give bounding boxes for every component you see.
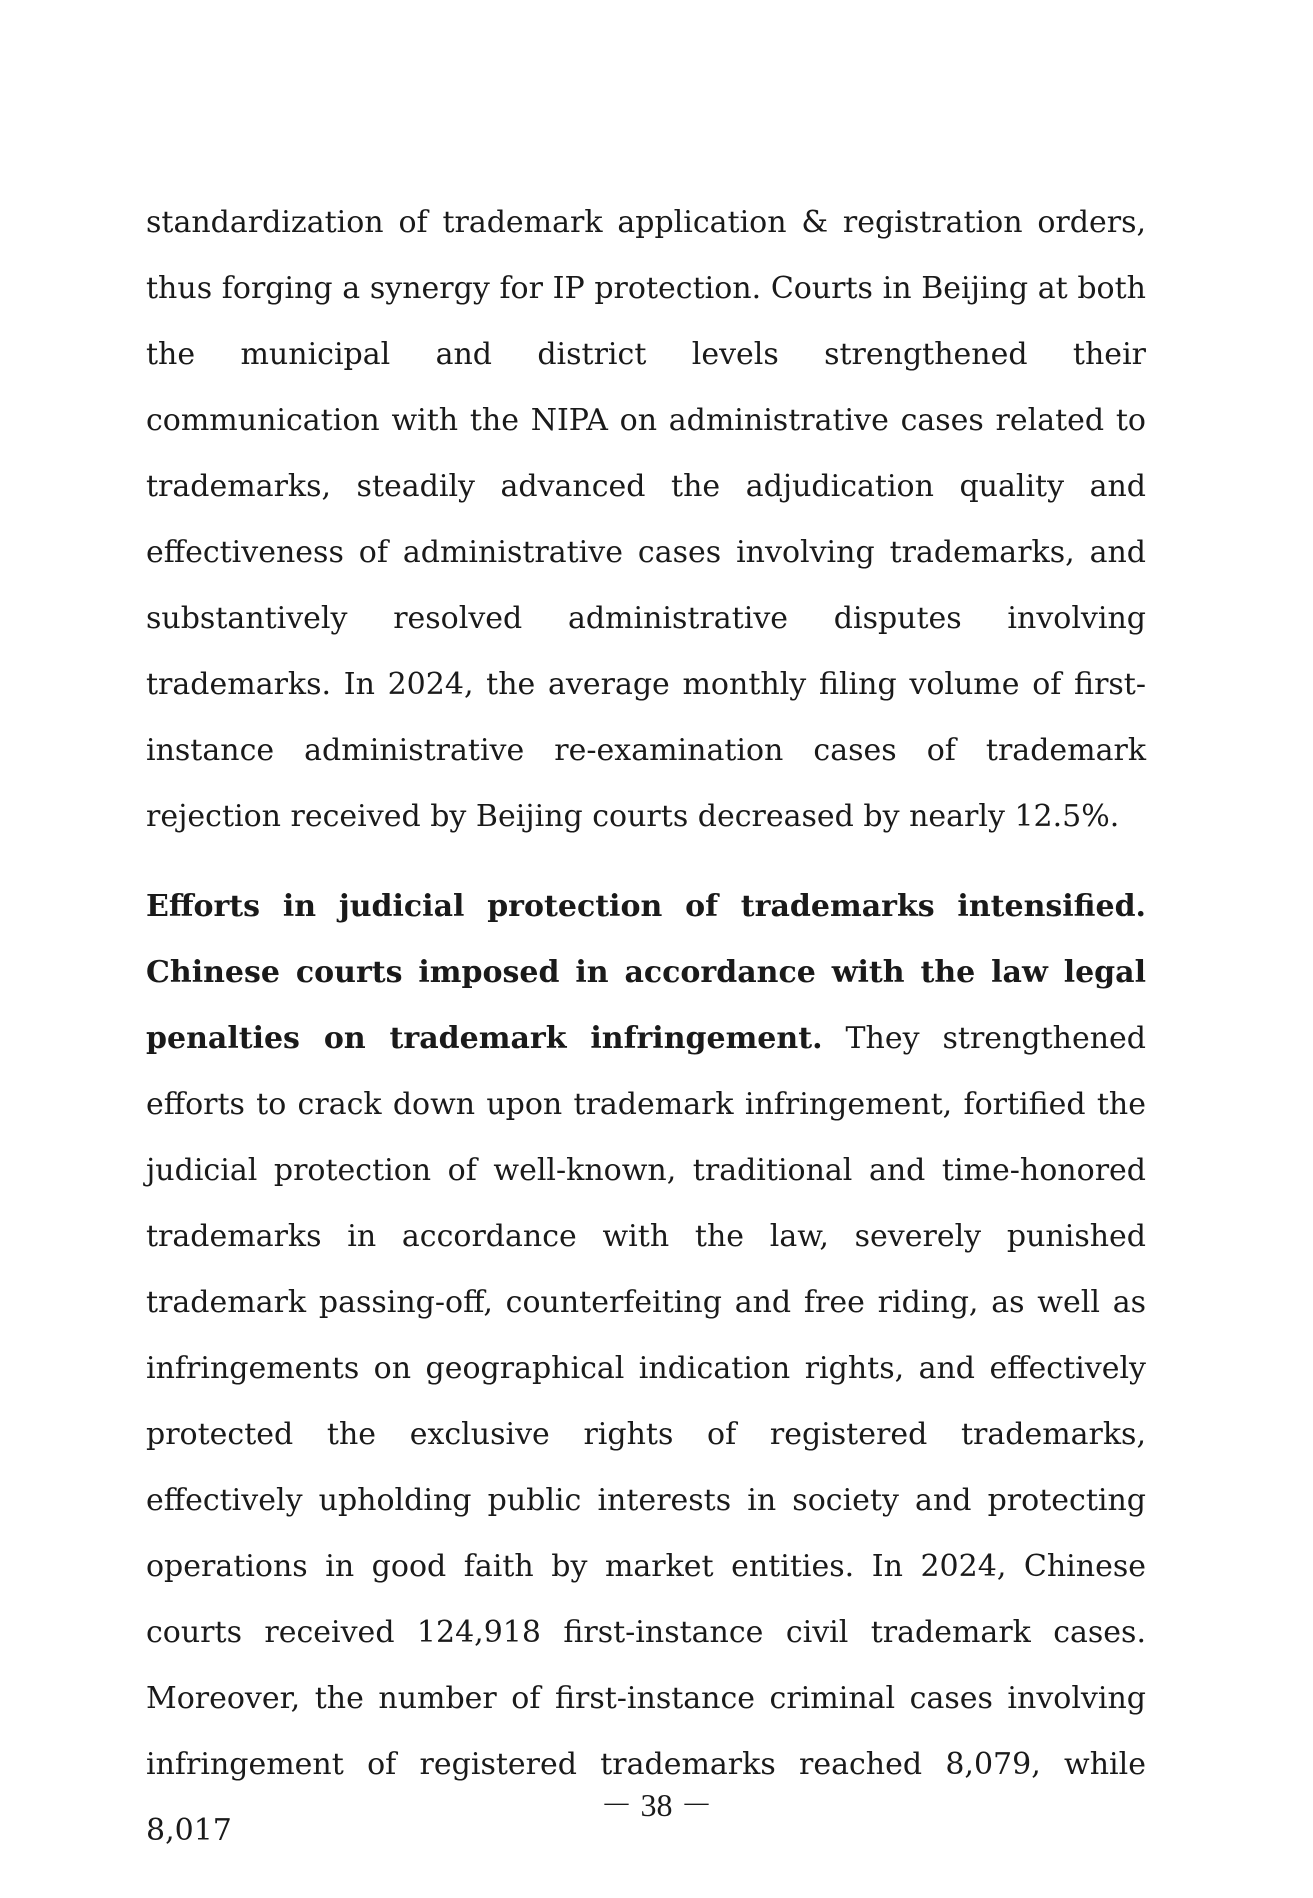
paragraph-1 (146, 190, 1146, 850)
paragraph-2-text: They strengthened efforts to crack down upon trademark infringement, fortified the judicial protection of well-known, traditional and time-honored trademarks in accordance with the law, severely punished trademark passing-off, counterfeiting and free riding, as well as infringements on geographical indication rights, and effectively protected the exclusive rights of registered trademarks, effectively upholding public interests in society and protecting operations in good faith by market entities. In 2024, Chinese courts received 124,918 first-instance civil trademark cases. Moreover, the number of first-instance criminal cases involving infringement of registered trademarks reached 8,079, while 8,017 (146, 1021, 1146, 1848)
page-number: － 38 － (600, 1787, 713, 1823)
paragraph-2-bold-lead: Efforts in judicial protection of trademarks intensified. Chinese courts imposed in accordance with the law legal penalties on trademark infringement. (146, 889, 1146, 1056)
paragraph-1-text: standardization of trademark application & registration orders, thus forging a synergy for IP protection. Courts in Beijing at both the municipal and district levels strengthened their communication with the NIPA on administrative cases related to trademarks, steadily advanced the adjudication quality and effectiveness of administrative cases involving trademarks, and substantively resolved administrative disputes involving trademarks. In 2024, the average monthly filing volume of first-instance administrative re-examination cases of trademark rejection received by Beijing courts decreased by nearly 12.5%. (146, 205, 1146, 834)
paragraph-2 (146, 874, 1146, 1864)
body-text (146, 190, 1146, 1864)
